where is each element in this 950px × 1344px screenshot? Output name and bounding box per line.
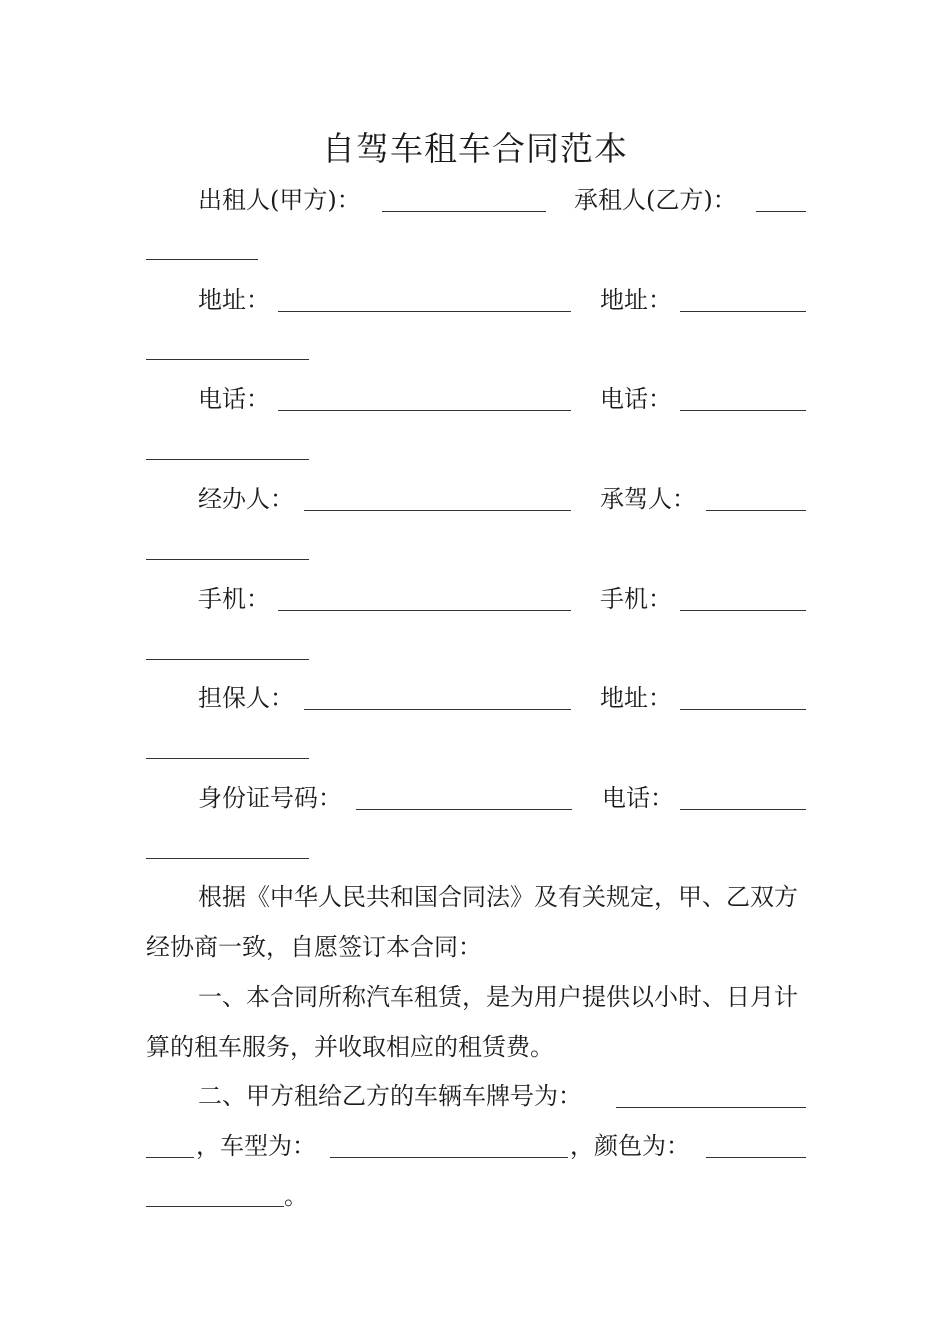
handler-blank[interactable]: [304, 510, 571, 511]
clause-1-paragraph: 一、本合同所称汽车租赁，是为用户提供以小时、日月计算的租车服务，并收取相应的租赁费。: [146, 983, 798, 1061]
lessee-mobile-label: 手机：: [600, 585, 672, 613]
guarantor-label: 担保人：: [198, 684, 294, 712]
plate-number-blank-cont[interactable]: [146, 1157, 194, 1158]
handler-label: 经办人：: [198, 485, 294, 513]
guarantor-phone-label: 电话：: [602, 784, 674, 812]
guarantor-address-blank[interactable]: [680, 709, 806, 710]
lessee-address-blank[interactable]: [680, 311, 806, 312]
guarantor-address-label: 地址：: [600, 684, 672, 712]
lessor-phone-blank[interactable]: [278, 410, 571, 411]
driver-label: 承驾人：: [600, 485, 696, 513]
lessor-phone-label: 电话：: [198, 385, 270, 413]
lessee-address-label: 地址：: [600, 286, 672, 314]
lessee-name-blank[interactable]: [756, 211, 806, 212]
guarantor-address-blank-cont[interactable]: [146, 758, 309, 759]
lessor-name-blank[interactable]: [382, 211, 546, 212]
lessee-phone-blank[interactable]: [680, 410, 806, 411]
lessee-name-blank-cont[interactable]: [146, 259, 258, 260]
guarantor-phone-blank-cont[interactable]: [146, 858, 309, 859]
lessee-phone-label: 电话：: [600, 385, 672, 413]
driver-blank-cont[interactable]: [146, 559, 309, 560]
plate-number-blank[interactable]: [616, 1107, 806, 1108]
car-color-blank-cont[interactable]: [146, 1206, 284, 1207]
clause-2-color-label: ，颜色为：: [570, 1132, 690, 1160]
lessor-address-blank[interactable]: [278, 311, 571, 312]
clause-2-end: 。: [284, 1182, 308, 1210]
lessee-label: 承租人(乙方)：: [574, 186, 737, 214]
lessor-mobile-blank[interactable]: [278, 610, 571, 611]
clause-2-lead: 二、甲方租给乙方的车辆车牌号为：: [198, 1082, 582, 1110]
driver-blank[interactable]: [706, 510, 806, 511]
preamble-paragraph: 根据《中华人民共和国合同法》及有关规定，甲、乙双方经协商一致，自愿签订本合同：: [146, 883, 798, 961]
car-model-blank[interactable]: [330, 1157, 568, 1158]
guarantor-blank[interactable]: [304, 709, 571, 710]
lessee-mobile-blank[interactable]: [680, 610, 806, 611]
id-number-label: 身份证号码：: [198, 784, 342, 812]
lessee-mobile-blank-cont[interactable]: [146, 659, 309, 660]
document-title: 自驾车租车合同范本: [322, 129, 628, 168]
lessee-address-blank-cont[interactable]: [146, 359, 309, 360]
car-color-blank[interactable]: [706, 1157, 806, 1158]
lessee-phone-blank-cont[interactable]: [146, 459, 309, 460]
lessor-address-label: 地址：: [198, 286, 270, 314]
clause-2-model-label: ，车型为：: [196, 1132, 316, 1160]
guarantor-phone-blank[interactable]: [680, 809, 806, 810]
lessor-label: 出租人(甲方)：: [198, 186, 361, 214]
id-number-blank[interactable]: [356, 809, 572, 810]
lessor-mobile-label: 手机：: [198, 585, 270, 613]
